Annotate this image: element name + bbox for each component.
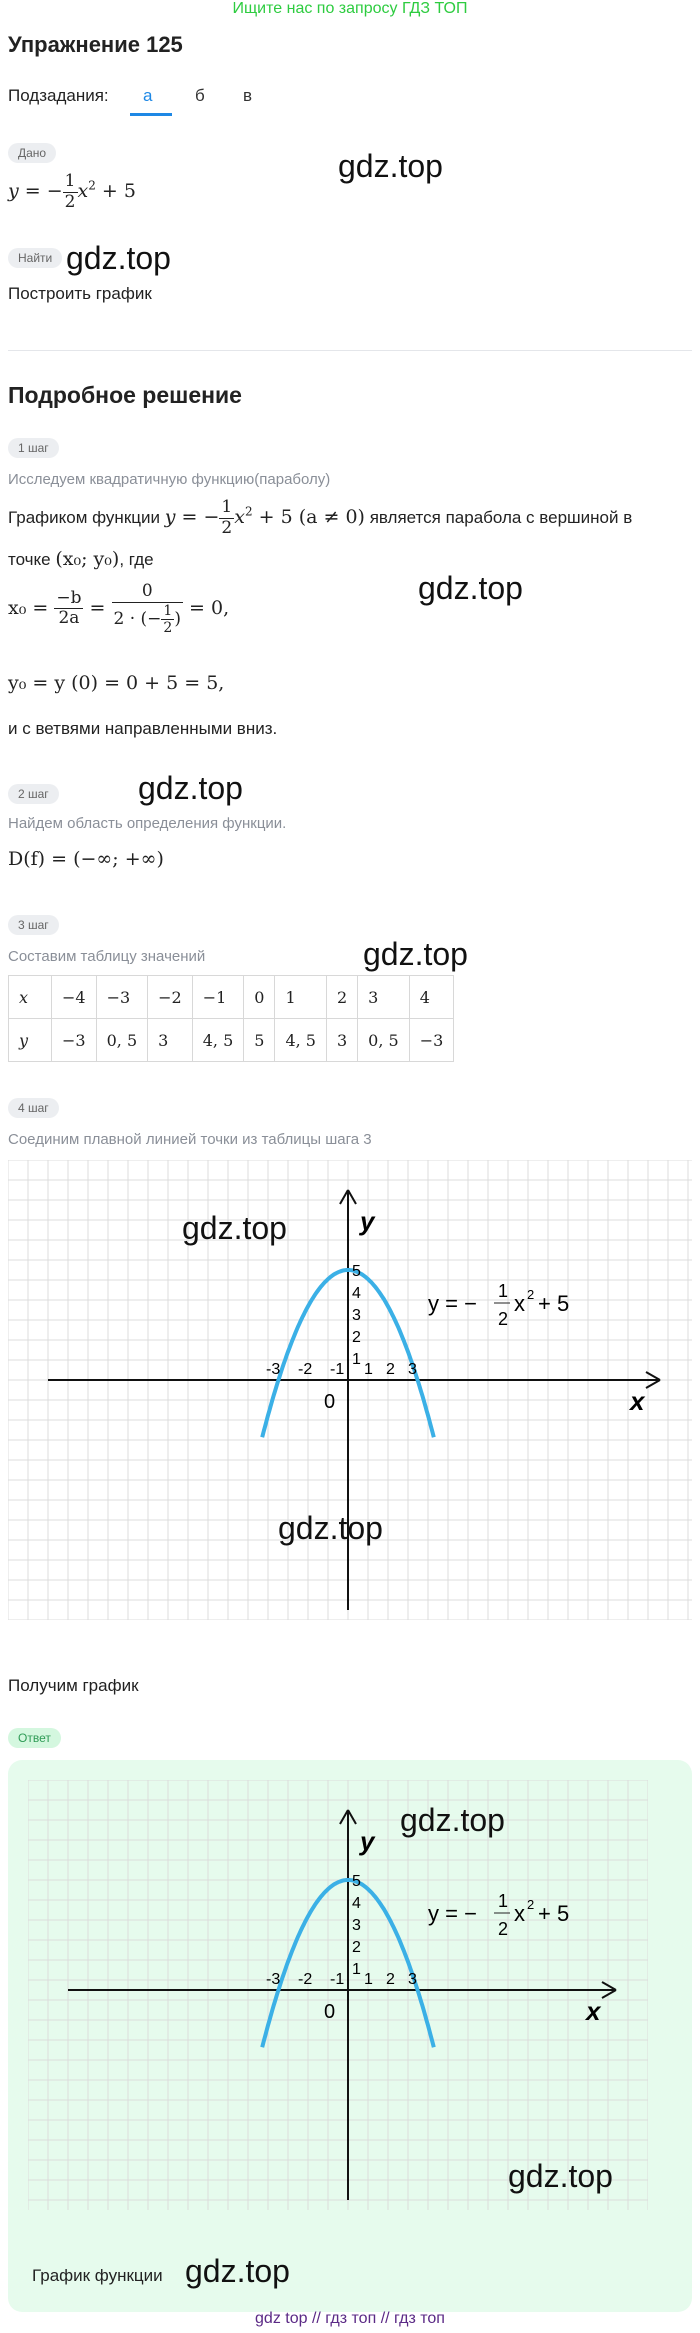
table-cell: 5 — [244, 1019, 275, 1062]
x0-den: 2a — [58, 608, 80, 629]
step1-chip: 1 шаг — [8, 438, 59, 458]
tick-label: -2 — [298, 1971, 313, 1988]
watermark: gdz.top — [363, 936, 468, 972]
find-text: Построить график — [8, 284, 152, 303]
tick-label: 2 — [352, 1939, 361, 1956]
page-title: Упражнение 125 — [8, 32, 183, 57]
answer-parabola-graph — [28, 1780, 648, 2210]
watermark: gdz.top — [182, 1210, 287, 1246]
result-text: Получим график — [8, 1676, 139, 1695]
step1-tail: + 5 (a ≠ 0) — [258, 506, 365, 529]
table-cell: 4, 5 — [275, 1019, 327, 1062]
table-cell: 3 — [358, 976, 410, 1019]
step1-line1: Графиком функции y = − $\frac{1}{2}$ $x^2 + 5$ (a ≠ 0) является парабола с вершиной в — [8, 497, 633, 538]
tick-label: 2 — [386, 1971, 395, 1988]
tick-label: 1 — [364, 1971, 373, 1988]
step3-caption: Составим таблицу значений — [8, 948, 206, 965]
formula-num: 1 — [498, 1891, 509, 1911]
tick-label: -1 — [330, 1361, 345, 1378]
watermark: gdz.top — [185, 2253, 290, 2289]
x0-tail: = 0, — [189, 596, 230, 619]
formula-var: x — [514, 1901, 525, 1926]
branches-text: и с ветвями направленными вниз. — [8, 719, 278, 738]
given-x: x — [77, 180, 89, 203]
tab-b[interactable]: б — [195, 86, 205, 105]
tick-label: 4 — [352, 1285, 361, 1302]
table-cell: −3 — [52, 1019, 97, 1062]
given-num: 1 — [64, 171, 76, 191]
given-minus: − — [46, 180, 63, 203]
parabola-graph — [8, 1160, 692, 1620]
x0-num: −b — [56, 587, 82, 608]
formula-den: 2 — [498, 1919, 509, 1939]
table-cell: −2 — [148, 976, 193, 1019]
tick-label: 5 — [352, 1873, 361, 1890]
answer-chip: Ответ — [8, 1728, 61, 1748]
watermark: gdz.top — [400, 1802, 505, 1838]
x0-inner-den: 2 — [163, 619, 173, 636]
formula-var: x — [514, 1291, 525, 1316]
tick-label: 3 — [408, 1971, 417, 1988]
step2-caption: Найдем область определения функции. — [8, 815, 287, 832]
tick-label: 2 — [386, 1361, 395, 1378]
tick-label: -3 — [266, 1361, 281, 1378]
x0-inner-num: 1 — [163, 602, 173, 619]
step1-line2 — [8, 548, 154, 570]
tab-v[interactable]: в — [243, 86, 253, 105]
given-eq: = — [24, 180, 41, 203]
step1-text-d: , где — [119, 550, 154, 569]
row-x-label: x — [19, 987, 29, 1007]
table-cell: 0 — [244, 976, 275, 1019]
table-cell: −1 — [192, 976, 244, 1019]
step1-y: y — [164, 506, 176, 529]
formula-num: 1 — [498, 1281, 509, 1301]
watermark: gdz.top — [138, 770, 243, 806]
x0-den2b: ) — [174, 608, 181, 629]
step1-den: 2 — [221, 517, 233, 538]
watermark: gdz.top — [508, 2158, 613, 2194]
y-axis-label: y — [360, 1206, 375, 1236]
step1-pow: 2 — [244, 504, 253, 519]
tick-label: 1 — [352, 1961, 361, 1978]
watermark: gdz.top — [338, 148, 443, 184]
watermark: gdz.top — [278, 1510, 383, 1546]
table-cell: −4 — [52, 976, 97, 1019]
watermark: gdz.top — [418, 570, 523, 606]
table-cell — [9, 976, 52, 1019]
step2-chip: 2 шаг — [8, 784, 59, 804]
tick-label: 5 — [352, 1263, 361, 1280]
table-cell: 3 — [148, 1019, 193, 1062]
formula-pow: 2 — [527, 1897, 535, 1912]
step4-caption: Соединим плавной линией точки из таблицы шага 3 — [8, 1131, 372, 1148]
origin-label: 0 — [324, 1391, 336, 1413]
table-cell: 1 — [275, 976, 327, 1019]
x-axis-label: x — [630, 1386, 645, 1416]
tick-label: 3 — [408, 1361, 417, 1378]
x0-eq: = — [89, 596, 106, 619]
tick-label: 3 — [352, 1917, 361, 1934]
bottom-links[interactable]: gdz top // гдз топ // гдз топ — [255, 2310, 445, 2327]
given-equation — [8, 172, 136, 212]
table-cell: 2 — [326, 976, 357, 1019]
row-y-label: y — [19, 1030, 29, 1050]
domain-formula: D(f) = (−∞; +∞) — [8, 848, 164, 870]
tick-label: 3 — [352, 1307, 361, 1324]
tick-label: -2 — [298, 1361, 313, 1378]
table-cell: 3 — [326, 1019, 357, 1062]
given-y: y — [8, 180, 19, 203]
table-cell: 0, 5 — [358, 1019, 410, 1062]
watermark: gdz.top — [66, 240, 171, 276]
tick-label: 1 — [364, 1361, 373, 1378]
tab-a[interactable]: а — [143, 86, 153, 105]
x0-formula — [8, 582, 229, 636]
tick-label: 4 — [352, 1895, 361, 1912]
formula-end: + 5 — [538, 1901, 570, 1926]
step1-num: 1 — [221, 497, 233, 517]
given-tail: + 5 — [101, 180, 136, 203]
tick-label: -3 — [266, 1971, 281, 1988]
table-cell: 0, 5 — [96, 1019, 148, 1062]
answer-caption: График функции — [32, 2266, 163, 2285]
formula-pow: 2 — [527, 1287, 535, 1302]
y-axis-label: y — [360, 1826, 375, 1856]
given-chip: Дано — [8, 143, 56, 163]
origin-label: 0 — [324, 2001, 336, 2023]
table-cell: −3 — [96, 976, 148, 1019]
x0-den2a: 2 · (− — [113, 608, 162, 629]
x-axis-label: x — [586, 1996, 601, 2026]
step3-chip: 3 шаг — [8, 915, 59, 935]
table-row — [9, 1019, 454, 1062]
given-pow: 2 — [88, 178, 96, 193]
find-chip: Найти — [8, 248, 62, 268]
table-cell — [9, 1019, 52, 1062]
step4-chip: 4 шаг — [8, 1098, 59, 1118]
x0-lhs: x₀ = — [8, 596, 49, 619]
step1-text-a: Графиком функции — [8, 508, 160, 528]
tick-label: -1 — [330, 1971, 345, 1988]
table-cell: 4 — [409, 976, 454, 1019]
step1-caption: Исследуем квадратичную функцию(параболу) — [8, 471, 331, 488]
divider — [8, 350, 692, 351]
y0-formula: y₀ = y (0) = 0 + 5 = 5, — [8, 672, 225, 694]
active-tab-indicator — [130, 113, 172, 116]
subtasks-label: Подзадания: — [8, 86, 109, 105]
formula-lhs: y = − — [428, 1901, 477, 1926]
tick-label: 1 — [352, 1351, 361, 1368]
table-cell: 4, 5 — [192, 1019, 244, 1062]
step1-text-b: является парабола с вершиной в — [369, 508, 633, 528]
formula-end: + 5 — [538, 1291, 570, 1316]
search-hint-banner: Ищите нас по запросу ГДЗ ТОП — [232, 0, 468, 17]
values-table — [8, 975, 454, 1062]
tick-label: 2 — [352, 1329, 361, 1346]
table-row — [9, 976, 454, 1019]
solution-title: Подробное решение — [8, 382, 242, 408]
formula-den: 2 — [498, 1309, 509, 1329]
x0-num2: 0 — [112, 582, 183, 603]
step1-x: x — [234, 506, 245, 529]
step1-vertex: (x₀; y₀) — [55, 548, 120, 570]
formula-lhs: y = − — [428, 1291, 477, 1316]
step1-text-c: точке — [8, 550, 51, 569]
table-cell: −3 — [409, 1019, 454, 1062]
given-den: 2 — [64, 191, 76, 212]
